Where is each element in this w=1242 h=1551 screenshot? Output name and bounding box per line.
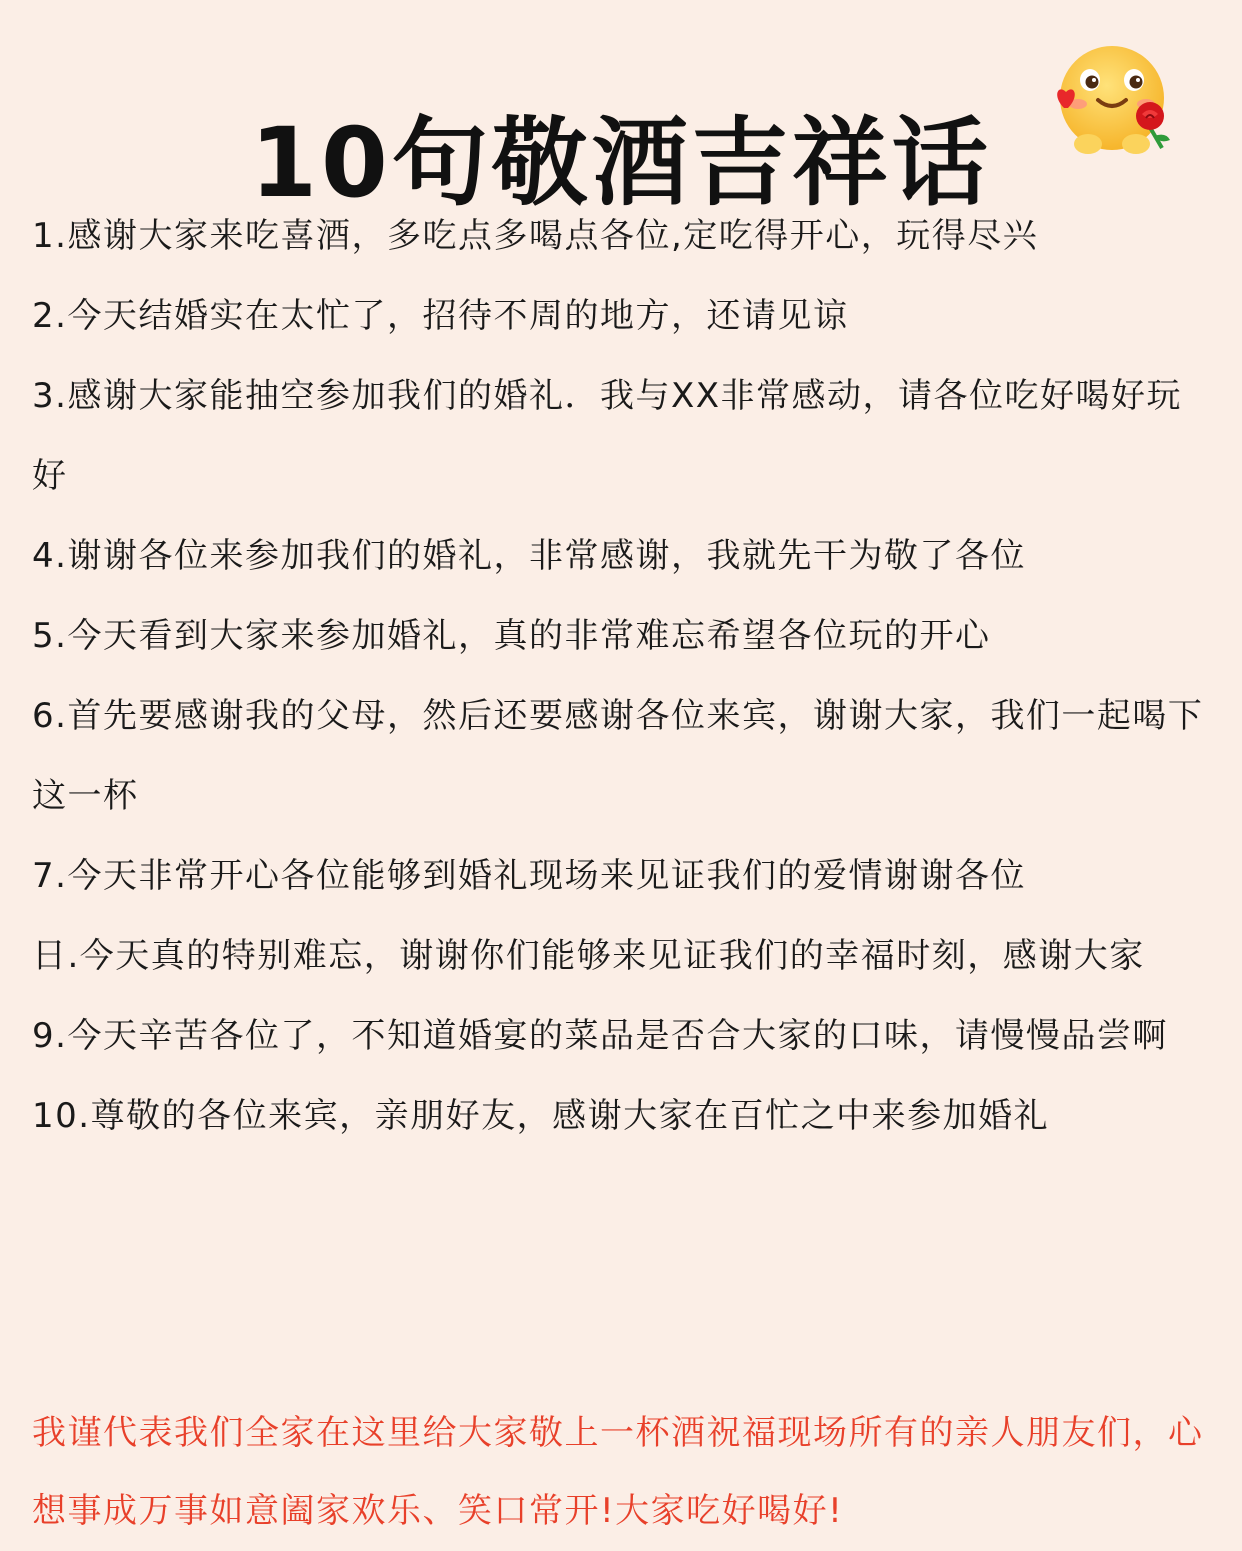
list-item: 9.今天辛苦各位了，不知道婚宴的菜品是否合大家的口味，请慢慢品尝啊: [32, 1016, 1168, 1056]
list-item: 日.今天真的特别难忘，谢谢你们能够来见证我们的幸福时刻，感谢大家: [32, 936, 1145, 976]
list-item: 6.首先要感谢我的父母，然后还要感谢各位来宾，谢谢大家，我们一起喝下这一杯: [32, 696, 1204, 816]
page-title: 10句敬酒吉祥话: [250, 107, 992, 220]
blessing-list: [32, 196, 1216, 1156]
list-item: 10.尊敬的各位来宾，亲朋好友，感谢大家在百忙之中来参加婚礼: [32, 1096, 1050, 1136]
list-item: 3.感谢大家能抽空参加我们的婚礼．我与XX非常感动，请各位吃好喝好玩好: [32, 376, 1183, 496]
list-item: 1.感谢大家来吃喜酒，多吃点多喝点各位,定吃得开心，玩得尽兴: [32, 216, 1039, 256]
closing-toast: 我谨代表我们全家在这里给大家敬上一杯酒祝福现场所有的亲人朋友们，心想事成万事如意阖家欢乐、笑口常开!大家吃好喝好!: [32, 1413, 1204, 1531]
blushing-face-with-rose-icon: [1050, 40, 1178, 164]
list-item: 2.今天结婚实在太忙了，招待不周的地方，还请见谅: [32, 296, 849, 336]
list-item: 7.今天非常开心各位能够到婚礼现场来见证我们的爱情谢谢各位: [32, 856, 1026, 896]
list-item: 5.今天看到大家来参加婚礼，真的非常难忘希望各位玩的开心: [32, 616, 991, 656]
list-item: 4.谢谢各位来参加我们的婚礼，非常感谢，我就先干为敬了各位: [32, 536, 1026, 576]
